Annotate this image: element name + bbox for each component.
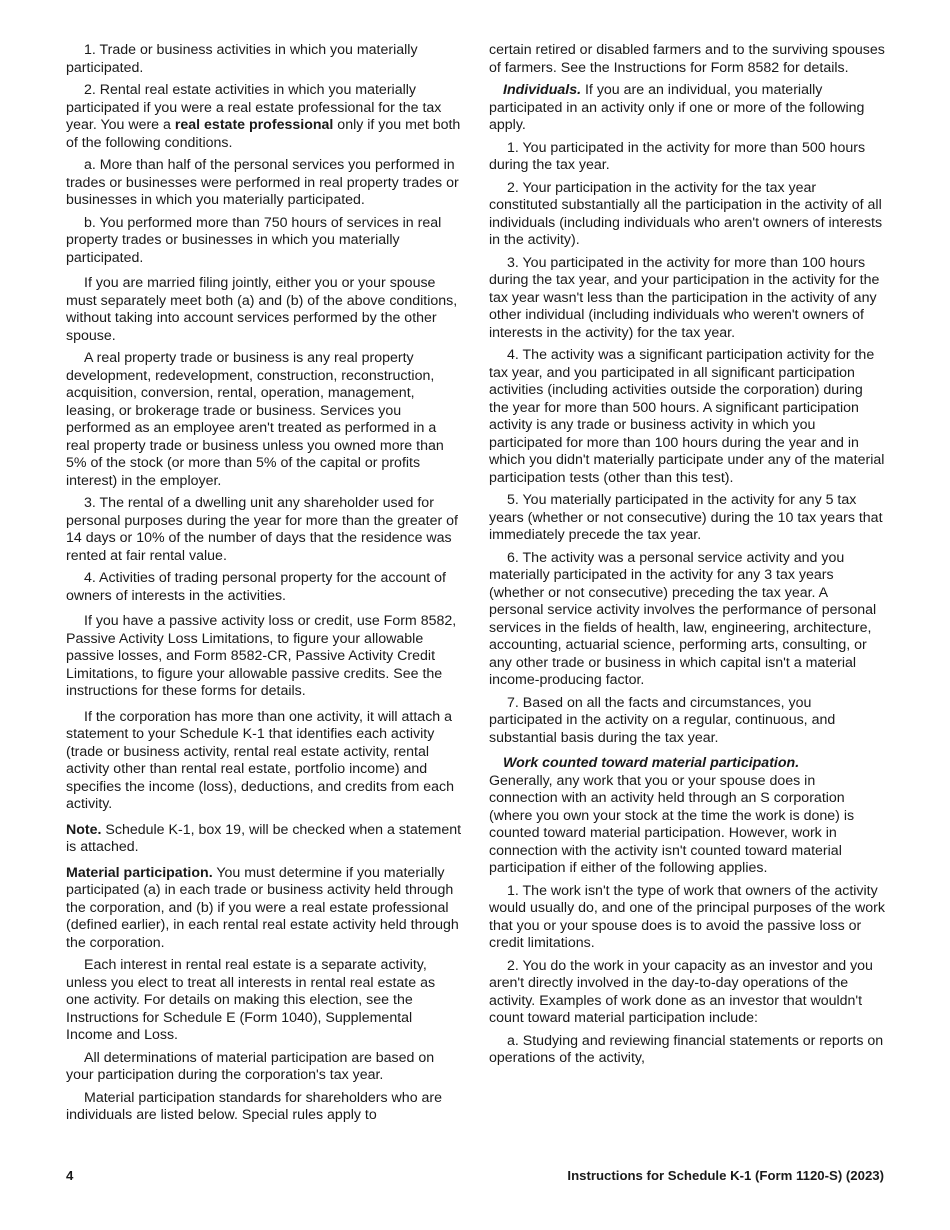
paragraph-passive-loss: If you have a passive activity loss or credit, use Form 8582, Passive Activity Loss Limitations, to figure your allowable passive losses, and Form 8582-CR, Passive Activity Credit Limitations, to figure your allowable passive credits. See the instructions for these forms for details. xyxy=(66,613,457,699)
paragraph-trading-property: 4. Activities of trading personal property for the account of owners of interests in the activities. xyxy=(66,570,446,604)
text-span: You must determine if you materially participated (a) in each trade or business activity held through the corporation, and (b) if you were a real estate professional (defined earlier), in each rental real estate activity held through the corporation. xyxy=(66,864,459,951)
paragraph-rental-real-estate xyxy=(66,82,462,152)
text-span: only if you met both of the following conditions. xyxy=(66,117,461,151)
paragraph-work-example-a: a. Studying and reviewing financial statements or reports on operations of the activity, xyxy=(489,1032,884,1066)
text-span: If you are an individual, you materially participated in an activity only if one or more of the following apply. xyxy=(489,82,865,133)
paragraph-separate-activity: Each interest in rental real estate is a separate activity, unless you elect to treat all interests in rental real estate as one activity. For details on making this election, see the Instructions for Schedule E (Form 1040), Supplemental Income and Loss. xyxy=(66,957,436,1043)
paragraph-work-rule-1: 1. The work isn't the type of work that owners of the activity would usually do, and one of the principal purposes of the work that you or your spouse does is to avoid the passive loss or credit limitations. xyxy=(489,882,885,951)
paragraph-condition-a: a. More than half of the personal services you performed in trades or businesses were performed in real property trades or businesses in which you materially participated. xyxy=(66,157,459,208)
paragraph-standards: Material participation standards for shareholders who are individuals are listed below. Special rules apply to xyxy=(66,1089,443,1123)
paragraph-test-1: 1. You participated in the activity for more than 500 hours during the tax year. xyxy=(489,139,866,173)
paragraph-married-filing: If you are married filing jointly, either you or your spouse must separately meet both (a) and (b) of the above conditions, without taking into account services performed by the other spouse. xyxy=(66,275,458,344)
text-span: Generally, any work that you or your spouse does in connection with an activity held through an S corporation (where you own your stock at the time the work is done) is counted toward material participation. However, work in connection with the activity isn't counted toward material participation if either of the following applies. xyxy=(489,772,855,876)
heading-material-participation: Material participation. xyxy=(66,864,213,881)
paragraph-test-3: 3. You participated in the activity for more than 100 hours during the tax year, and your participation in the activity for the tax year wasn't less than the participation in the activity of any other individual (including individuals who weren't owners of interests in the activity) for the tax year. xyxy=(489,254,880,341)
paragraph-note xyxy=(66,822,462,857)
paragraph-material-participation xyxy=(66,865,462,953)
heading-individuals: Individuals. xyxy=(503,82,582,98)
paragraph-test-2: 2. Your participation in the activity for the tax year constituted substantially all the participation in the activity of all individuals (including individuals who aren't owners of interests in the activity). xyxy=(489,179,883,248)
paragraph-farmers: certain retired or disabled farmers and to the surviving spouses of farmers. See the Instructions for Form 8582 for details. xyxy=(489,42,885,76)
paragraph-test-6: 6. The activity was a personal service activity and you materially participated in the activity for any 3 tax years (whether or not consecutive) preceding the tax year. A personal service activity involves the performance of personal services in the fields of health, law, engineering, architecture, accounting, actuarial science, performing arts, consulting, or any other trade or business in which capital isn't a material income-producing factor. xyxy=(489,549,877,688)
paragraph-test-5: 5. You materially participated in the activity for any 5 tax years (whether or not consecutive) during the 10 tax years that immediately precede the tax year. xyxy=(489,492,883,543)
page-number: 4 xyxy=(66,1168,74,1183)
paragraph-more-than-one-activity: If the corporation has more than one activity, it will attach a statement to your Schedule K-1 that identifies each activity (trade or business activity, rental real estate activity, rental activity other than rental real estate, portfolio income) and specifies the income (loss), deductions, and credits from each activity. xyxy=(66,708,454,812)
paragraph-work-rule-2: 2. You do the work in your capacity as an investor and you aren't directly involved in the day-to-day operations of the activity. Examples of work done as an investor that wouldn't count toward material participation include: xyxy=(489,957,873,1026)
term-real-estate-professional: real estate professional xyxy=(174,117,334,133)
note-label: Note. xyxy=(66,821,102,838)
paragraph-work-counted xyxy=(489,755,885,878)
paragraph-trade-business: 1. Trade or business activities in which you materially participated. xyxy=(66,42,418,76)
paragraph-individuals xyxy=(489,82,885,135)
paragraph-real-property-trade: A real property trade or business is any real property development, redevelopment, construction, reconstruction, acquisition, conversion, rental, operation, management, leasing, or brokerage trade or business. Services you performed as an employee aren't treated as performed in a real property trade or business unless you owned more than 5% of the stock (or more than 5% of the capital or profits interest) in the employer. xyxy=(66,350,444,489)
left-column xyxy=(66,42,462,1130)
paragraph-determinations: All determinations of material participation are based on your participation during the corporation's tax year. xyxy=(66,1049,435,1083)
right-column xyxy=(489,42,885,1073)
heading-work-counted: Work counted toward material participation. xyxy=(503,755,800,771)
document-title: Instructions for Schedule K-1 (Form 1120-S) (2023) xyxy=(567,1168,884,1183)
paragraph-test-4: 4. The activity was a significant participation activity for the tax year, and you participated in all significant participation activities (including activities outside the corporation) during the year for more than 500 hours. A significant participation activity is any trade or business activity in which you participated for more than 100 hours during the year and in which you didn't materially participate under any of the material participation tests (other than this test). xyxy=(489,347,885,486)
text-span: Schedule K-1, box 19, will be checked when a statement is attached. xyxy=(66,821,462,855)
text-span: 2. Rental real estate activities in which you materially participated if you were a real estate professional for the tax year. You were a xyxy=(66,82,442,133)
paragraph-test-7: 7. Based on all the facts and circumstances, you participated in the activity on a regular, continuous, and substantial basis during the tax year. xyxy=(489,694,836,746)
paragraph-dwelling-unit: 3. The rental of a dwelling unit any shareholder used for personal purposes during the year for more than the greater of 14 days or 10% of the number of days that the residence was rented at fair rental value. xyxy=(66,495,458,564)
paragraph-condition-b: b. You performed more than 750 hours of services in real property trades or businesses in which you materially participated. xyxy=(66,214,442,266)
